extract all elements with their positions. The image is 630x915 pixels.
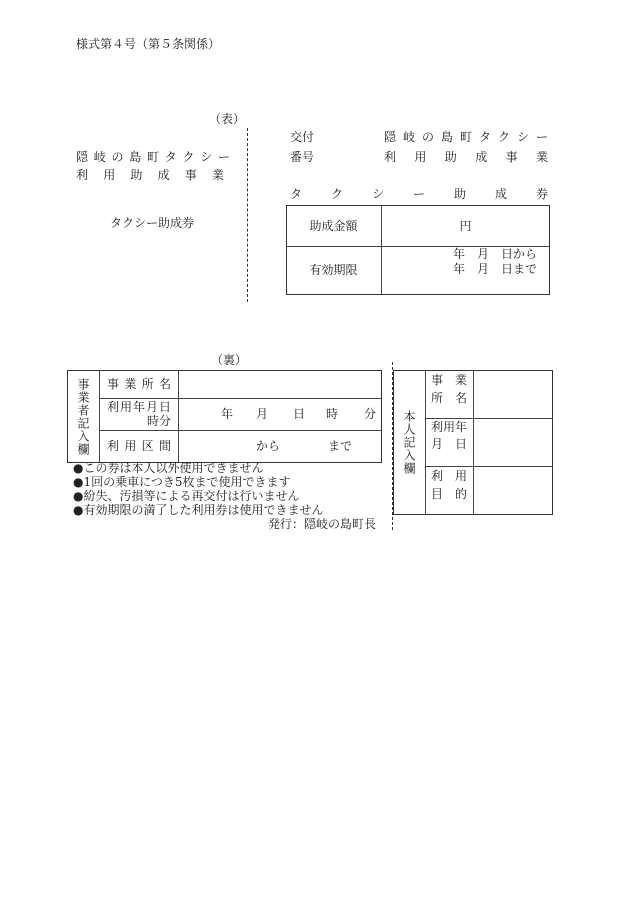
ticket-title: タクシー助成券 <box>290 187 548 201</box>
validity-label: 有効期限 <box>309 263 358 277</box>
office-label: 事業所名 <box>107 377 171 391</box>
divider <box>99 430 382 431</box>
divider <box>99 370 100 463</box>
divider <box>99 398 382 399</box>
route-label: 利用区間 <box>107 439 171 453</box>
user-section-label: 本人記入欄 <box>402 410 416 475</box>
cut-line <box>247 128 248 302</box>
issuer: 発行：隠岐の島町長 <box>268 517 377 531</box>
validity-from: 年 月 日から <box>453 247 538 261</box>
date-hour: 時 <box>326 407 339 421</box>
user-office-2: 所 名 <box>431 391 468 405</box>
front-label: （表） <box>209 112 246 126</box>
divider <box>425 418 553 419</box>
note: ●この券は本人以外使用できません <box>73 461 264 475</box>
form-number: 様式第４号（第５条関係） <box>76 37 221 51</box>
amount-label: 助成金額 <box>309 219 358 233</box>
note: ●有効期限の満了した利用券は使用できません <box>73 503 324 517</box>
stub-title: タクシー助成券 <box>110 216 195 230</box>
program-line1: 隠岐の島町タクシー <box>384 130 548 144</box>
divider <box>178 370 179 463</box>
date-label-1: 利用年月日 <box>107 400 171 414</box>
operator-section-label: 事業者記入欄 <box>76 378 90 456</box>
user-office-1: 事 業 <box>431 373 468 387</box>
date-month: 月 <box>256 407 269 421</box>
divider <box>473 370 474 515</box>
divider <box>425 466 553 467</box>
stub-program-line2: 利用助成事業 <box>76 168 224 182</box>
amount-unit: 円 <box>459 219 472 233</box>
validity-to: 年 月 日まで <box>453 262 538 276</box>
divider <box>425 370 426 515</box>
date-minute: 分 <box>364 407 377 421</box>
user-date-2: 月 日 <box>431 437 468 451</box>
program-line2: 利用助成事業 <box>384 150 548 164</box>
issue-label-1: 交付 <box>290 130 315 144</box>
date-label-2: 時分 <box>147 414 172 428</box>
user-purpose-1: 利 用 <box>431 469 468 483</box>
date-day: 日 <box>293 407 306 421</box>
note: ●1回の乗車につき5枚まで使用できます <box>73 475 291 489</box>
stub-program-line1: 隠岐の島町タクシー <box>76 150 230 164</box>
date-year: 年 <box>221 407 234 421</box>
issue-label-2: 番号 <box>290 150 315 164</box>
back-label: （裏） <box>211 353 248 367</box>
note: ●紛失、汚損等による再交付は行いません <box>73 489 300 503</box>
route-from: から <box>256 439 281 453</box>
user-purpose-2: 目 的 <box>431 487 468 501</box>
route-to: まで <box>328 439 353 453</box>
user-date-1: 利用年 <box>431 420 468 434</box>
